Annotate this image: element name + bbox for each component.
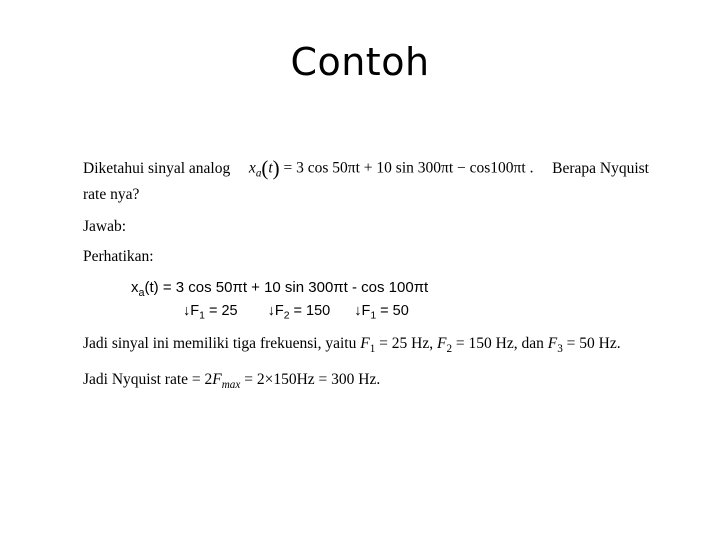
frequency-symbol: F — [361, 303, 371, 319]
question-eq-arg: t — [268, 159, 273, 177]
f3-sub: 3 — [557, 342, 563, 355]
f1-symbol: F — [360, 335, 370, 352]
f2-sub: 2 — [446, 342, 453, 355]
down-arrow-icon: ↓ — [183, 303, 191, 319]
signal-eq-sub: a — [138, 286, 145, 299]
frequency-symbol: F — [274, 303, 284, 319]
frequency-sub: 1 — [370, 310, 377, 322]
f3-value: = 50 Hz. — [562, 335, 621, 352]
frequency-sub: 2 — [283, 310, 290, 322]
frequency-annotations — [183, 301, 409, 327]
conclusion-nyquist-rate — [83, 370, 380, 395]
question-line-1 — [83, 158, 649, 183]
frequency-item-2 — [268, 301, 331, 327]
nyquist-suffix: = 2×150Hz = 300 Hz. — [240, 371, 381, 388]
conclusion-frequencies — [83, 334, 621, 359]
signal-eq-rest: (t) = 3 cos 50πt + 10 sin 300πt - cos 100πt — [144, 279, 429, 296]
answer-label: Jawab: — [83, 218, 127, 235]
signal-eq-var: x — [131, 279, 139, 296]
fmax-symbol: F — [212, 371, 222, 388]
frequency-value: = 50 — [376, 303, 409, 319]
question-line-2: rate nya? — [83, 186, 140, 203]
f1-value: = 25 Hz, — [375, 335, 434, 352]
down-arrow-icon: ↓ — [267, 303, 275, 319]
question-eq-end: . — [529, 159, 534, 177]
conclusion-prefix: Jadi sinyal ini memiliki tiga frekuensi, yaitu — [83, 335, 357, 352]
nyquist-prefix: Jadi Nyquist rate = 2 — [83, 371, 213, 388]
f2-symbol: F — [436, 335, 447, 352]
frequency-value: = 150 — [289, 303, 331, 319]
frequency-sub: 1 — [199, 310, 205, 322]
question-equation — [249, 158, 534, 183]
frequency-value: = 25 — [204, 303, 238, 319]
frequency-symbol: F — [190, 303, 200, 319]
question-eq-var: x — [248, 159, 256, 177]
f3-symbol: F — [547, 335, 558, 352]
question-eq-open-paren: ( — [261, 156, 269, 180]
down-arrow-icon: ↓ — [354, 303, 362, 319]
signal-equation — [131, 278, 428, 303]
frequency-item-1 — [183, 301, 238, 327]
frequency-item-3 — [354, 301, 409, 327]
question-tail: Berapa Nyquist — [552, 159, 649, 177]
question-eq-rhs: = 3 cos 50πt + 10 sin 300πt − cos100πt — [283, 159, 526, 177]
question-eq-sub: a — [255, 167, 262, 180]
slide-title: Contoh — [290, 40, 430, 84]
fmax-sub: max — [221, 378, 241, 391]
f1-sub: 1 — [369, 342, 376, 355]
f2-value: = 150 Hz, dan — [452, 335, 544, 352]
question-eq-close-paren: ) — [272, 156, 280, 180]
question-lead: Diketahui sinyal analog — [83, 159, 231, 177]
note-label: Perhatikan: — [83, 248, 154, 265]
